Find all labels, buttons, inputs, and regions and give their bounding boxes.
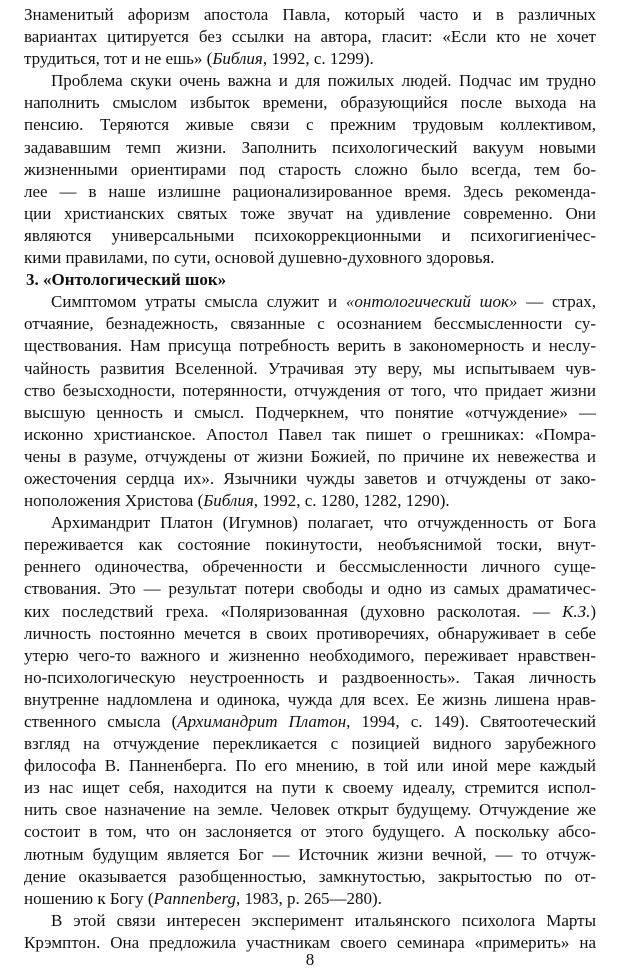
paragraph-line: дение оказывается разобщенностью, замкнутостью, закрытостью по от- <box>24 866 596 886</box>
paragraph-line: наполнить смыслом избыток времени, образующийся после выхода на <box>24 93 596 113</box>
paragraph-line: В этой связи интересен эксперимент итальянского психолога Марты <box>51 910 596 930</box>
paragraph-line: ствования. Это — результат потери свободы и одно из самых драматичес- <box>24 579 596 599</box>
paragraph-line: ношению к Богу (Pannenberg, 1983, р. 265—280). <box>24 888 382 908</box>
paragraph-line: лее — в наше излишне рационализированное время. Здесь рекоменда- <box>24 181 596 201</box>
paragraph-line: лютным будущим является Бог — Источник жизни вечной, — то отчуж- <box>24 844 596 864</box>
paragraph-line: нить свое назначение на земле. Человек открыт будущему. Отчуждение же <box>24 800 596 820</box>
paragraph-line: ноположения Христова (Библия, 1992, с. 1280, 1282, 1290). <box>24 491 450 511</box>
paragraph-line: задававшим темп жизни. Заполнить психологический вакуум новыми <box>24 137 596 157</box>
page-number: 8 <box>305 950 315 969</box>
paragraph-line: ственного смысла (Архимандрит Платон, 1994, с. 149). Святоотеческий <box>24 712 597 731</box>
page-body <box>24 4 596 954</box>
paragraph-line: жизненными ориентирами под старость сложно было всегда, тем бо- <box>24 159 596 179</box>
paragraph-line: утерю чего-то важного и жизненно необходимого, переживает нравствен- <box>24 645 596 665</box>
paragraph-line: являются универсальными психокоррекционными и психогигиенічес- <box>24 225 596 245</box>
paragraph-line: чайность развития Вселенной. Утрачивая эту веру, мы испытываем чув- <box>24 358 596 378</box>
paragraph-line: ожесточения сердца их». Язычники чужды заветов и отчуждены от зако- <box>24 468 596 488</box>
section-heading: 3. «Онтологический шок» <box>26 270 227 290</box>
paragraph-line: из нас ищет себя, находится на пути к своему идеалу, стремится испол- <box>24 778 596 798</box>
paragraph-line: исконно христианское. Апостол Павел так пишет о грешниках: «Помра- <box>24 424 596 444</box>
paragraph-line: состоит в том, что он заслоняется от этого будущего. А поскольку абсо- <box>24 822 596 842</box>
paragraph-line: кими правилами, по сути, основой душевно-духовного здоровья. <box>24 248 495 268</box>
paragraph-line: ществования. Нам присуща потребность верить в закономерность и неслу- <box>24 336 596 356</box>
paragraph-line: Крэмптон. Она предложила участникам своего семинара «примерить» на <box>24 932 596 952</box>
paragraph-line: Архимандрит Платон (Игумнов) полагает, что отчужденность от Бога <box>51 513 596 533</box>
paragraph-line: философа В. Панненберга. По его мнению, в той или иной мере каждый <box>24 756 596 776</box>
paragraph-line: реннего одиночества, обреченности и бессмысленности личного суще- <box>24 557 596 577</box>
paragraph-line: вариантах цитируется без ссылки на автора, гласит: «Если кто не хочет <box>24 27 596 47</box>
paragraph-line: Проблема скуки очень важна и для пожилых людей. Подчас им трудно <box>51 71 596 91</box>
paragraph-line: ство безысходности, потерянности, отчуждения от того, что придает жизни <box>24 380 596 400</box>
paragraph-line: ции христианских святых тоже звучат на удивление современно. Они <box>24 203 596 223</box>
paragraph-line: но-психологическую неустроенность и раздвоенность». Такая личность <box>24 667 596 687</box>
paragraph-line: взгляд на отчуждение перекликается с позицией видного зарубежного <box>24 734 596 754</box>
paragraph-line: ких последствий греха. «Поляризованная (духовно расколотая. — К.З.) <box>24 601 596 621</box>
paragraph-line: внутренне надломлена и одинока, чужда для всех. Ее жизнь лишена нрав- <box>24 689 596 709</box>
paragraph-line: пенсию. Теряются живые связи с прежним трудовым коллективом, <box>24 115 596 135</box>
paragraph-line: чены в разуме, отчуждены от жизни Божией, по причине их невежества и <box>24 446 596 466</box>
paragraph-line: отчаяние, безнадежность, связанные с осознанием бессмысленности су- <box>24 314 596 334</box>
paragraph-line: Знаменитый афоризм апостола Павла, который часто и в различных <box>24 5 596 24</box>
paragraph-line: переживается как состояние покинутости, необъяснимой тоски, внут- <box>24 535 596 555</box>
paragraph-line: личность постоянно мечется в своих противоречиях, обнаруживает в себе <box>24 623 596 643</box>
paragraph-line: высшую ценность и смысл. Подчеркнем, что понятие «отчуждение» — <box>24 402 596 422</box>
paragraph-line: трудиться, тот и не ешь» (Библия, 1992, с. 1299). <box>24 49 374 69</box>
paragraph-line: Симптомом утраты смысла служит и «онтологический шок» — страх, <box>51 292 596 312</box>
